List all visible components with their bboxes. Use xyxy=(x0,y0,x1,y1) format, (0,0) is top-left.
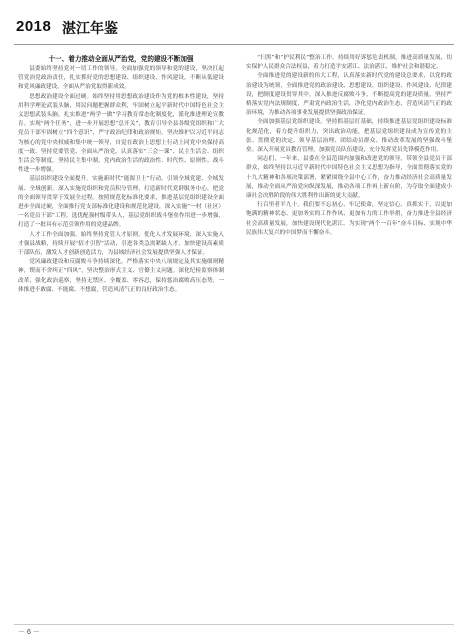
yearbook-year: 2018 xyxy=(16,18,52,35)
header-divider xyxy=(14,44,454,45)
paragraph: 行百里者半九十。我们要不忘初心、牢记使命，坚定信心、真抓实干，以更加饱满的精神状态、更加务实的工作作风、更加有力的工作举措，奋力推进全县经济社会高质量发展，加快建设现代化湛江，为实现“两个一百年”奋斗目标、实现中华民族伟大复兴的中国梦而不懈奋斗。 xyxy=(246,202,452,236)
left-text-column xyxy=(18,54,224,616)
paragraph: 全面加强基层党组织建设。坚持抓基层打基础，持续推进基层党组织建设标准化规范化，着力提升组织力，突出政治功能，把基层党组织建设成为宣传党的主张、贯彻党的决定、领导基层治理、团结动员群众、推动改革发展的坚强战斗堡垒。深入开展党员教育管理，加强党员队伍建设，充分发挥党员先锋模范作用。 xyxy=(246,119,452,154)
paragraph: 同志们，一年来，县委在全县范围内加强和改进党的领导，带领全县党员干部群众，始终坚持以习近平新时代中国特色社会主义思想为指导，全面贯彻落实党的十九大精神和各项决策部署，紧紧围绕全县中心工作，奋力推动经济社会高质量发展，推动全面从严治党向纵深发展，推动各项工作再上新台阶，为夺取全面建成小康社会决胜阶段的伟大胜利作出新的更大贡献。 xyxy=(246,156,452,200)
right-text-column xyxy=(246,54,452,616)
paragraph: 基层组织建设全面提升。实施新时代“能源卫士”行动，引领全域党建、全域发展、全域创新。深入实施党组织和党员积分管理，打造新时代党群服务中心，把党的全面领导贯穿于发展全过程。按照规范化标准化要求，推进基层党组织建设全面进步全面过硬，全面推行党支部标准化建设和规范化建设，深入实施“一村（社区）一名党员干部”工程，选优配强村级带头人，基层党组织战斗堡垒作用进一步增强，打造了一批具有示范引领作用的党建品牌。 xyxy=(18,176,224,229)
paragraph: 全面推进党的建设新的伟大工程，认真落实新时代党的建设总要求，以党的政治建设为统领，全面推进党的政治建设、思想建设、组织建设、作风建设、纪律建设，把制度建设贯穿其中，深入推进反腐败斗争，不断提高党的建设质量。坚持严格落实党内法规制度，严肃党内政治生活，净化党内政治生态，营造风清气正的政治环境，为推动各项事业发展提供坚强政治保证。 xyxy=(246,73,452,117)
footer-divider xyxy=(14,624,454,625)
section-heading: 十一、着力推动全面从严治党，党的建设不断加强 xyxy=(48,55,194,63)
paragraph: 思想政治建设全面过硬。始终坚持用思想政治建设作为党的根本性建设，坚持用科学理论武装头脑，用民问题把握群众利，牢固树立起平新时代中国特色社会主义思想武装头脑。扎实推进“两学一做”学习教育常态化制度化，派化推进理论宣教育。实现“两个任务”，进一步开展思想“总开关”，教育引导全县各级党组织和广大党员干部牢固树立“四个意识”，严守政治纪律和政治规矩。坚决维护以习近平同志为核心的党中央权威和集中统一领导，自觉在政治上思想上行动上同党中央保持高度一致。坚持党要管党、全面从严治党，认真落实“三会一课”、民主生活会、组织生活会等制度。坚持民主集中制，党内政治生活的政治性、时代性、原则性、战斗性进一步增强。 xyxy=(18,93,224,174)
paragraph: 县委始终坚持党对一切工作的领导，全面加强党的领导和党的建设，坚决扛起管党治党政治责任，扎实抓好党的思想建设、组织建设、作风建设，不断从低建设和党风廉政建设，全面从严治党取得新成效。 xyxy=(18,66,224,91)
page-number: － 6 － xyxy=(18,629,40,636)
yearbook-title: 湛江年鉴 xyxy=(62,21,118,37)
paragraph: “扫黑”和“护民利民”整治工作。持续用好诉惩危责机制，推进高质量发展，切实保护人民群众合法权益，着力打造平安湛江、法治湛江，维护社会和谐稳定。 xyxy=(246,55,452,71)
page-header xyxy=(0,12,468,42)
paragraph: 人才工作全面加强。始终坚持党管人才原则，优化人才发展环境，深入实施人才强县战略，持续开展“招才引智”活动，引进各类急需紧缺人才，加快建设高素质干部队伍，激发人才创新创造活力，为县域经济社会发展提供坚强人才保证。 xyxy=(18,231,224,257)
paragraph: 党风廉政建设和反腐败斗争持续深化。严格落实中央八项规定及其实施细则精神，锲而不舍纠正“四风”，坚决整治形式主义、官僚主义问题。深化纪检监察体制改革，强化政治巡察，坚持无禁区、全覆盖、零容忍，保持惩治腐败高压态势，一体推进不敢腐、不能腐、不想腐，营造风清气正的良好政治生态。 xyxy=(18,259,224,293)
